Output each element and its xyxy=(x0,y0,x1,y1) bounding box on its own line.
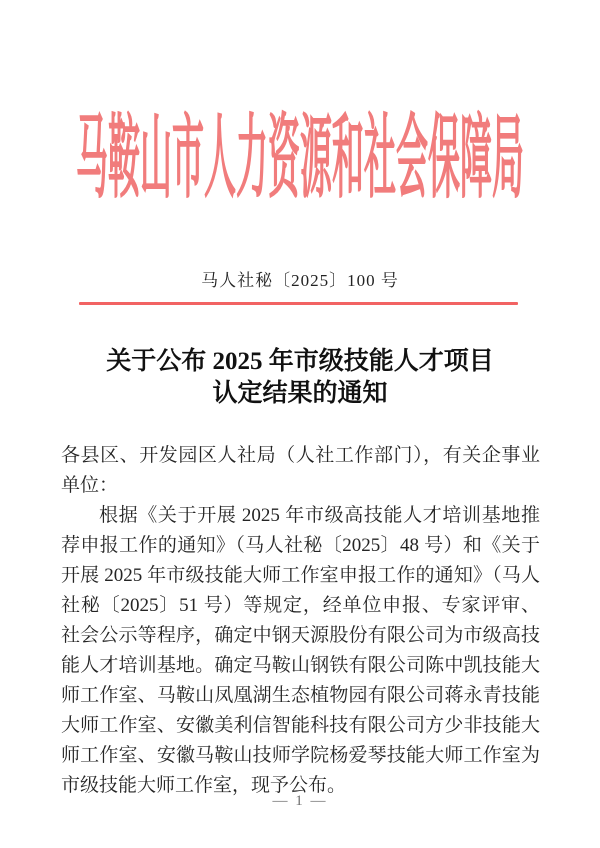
document-title-line2: 认定结果的通知 xyxy=(212,380,388,407)
salutation-line: 各县区、开发园区人社局（人社工作部门），有关企事业单位： xyxy=(61,445,540,496)
document-reference-number: 马人社秘〔2025〕100 号 xyxy=(201,271,399,290)
document-body xyxy=(61,441,540,801)
document-title-line1: 关于公布 2025 年市级技能人才项目 xyxy=(106,348,494,375)
page-number: — 1 — xyxy=(272,793,328,809)
body-paragraph: 根据《关于开展 2025 年市级高技能人才培训基地推荐申报工作的通知》（马人社秘〔2025〕48 号）和《关于开展 2025 年市级技能大师工作室申报工作的通知》（马人社秘〔2025〕51 号）等规定，经单位申报、专家评审、社会公示等程序，确定中钢天源股份有限公司为市级高技能人才培训基地。确定马鞍山钢铁有限公司陈中凯技能大师工作室、马鞍山凤凰湖生态植物园有限公司蒋永青技能大师工作室、安徽美利信智能科技有限公司方少非技能大师工作室、安徽马鞍山技师学院杨爱琴技能大师工作室为市级技能大师工作室，现予公布。 xyxy=(61,505,540,796)
red-separator-line xyxy=(79,302,518,305)
letterhead-org-name: 马鞍山市人力资源和社会保障局 xyxy=(75,106,524,209)
document-title xyxy=(0,346,600,410)
letterhead xyxy=(0,100,600,209)
